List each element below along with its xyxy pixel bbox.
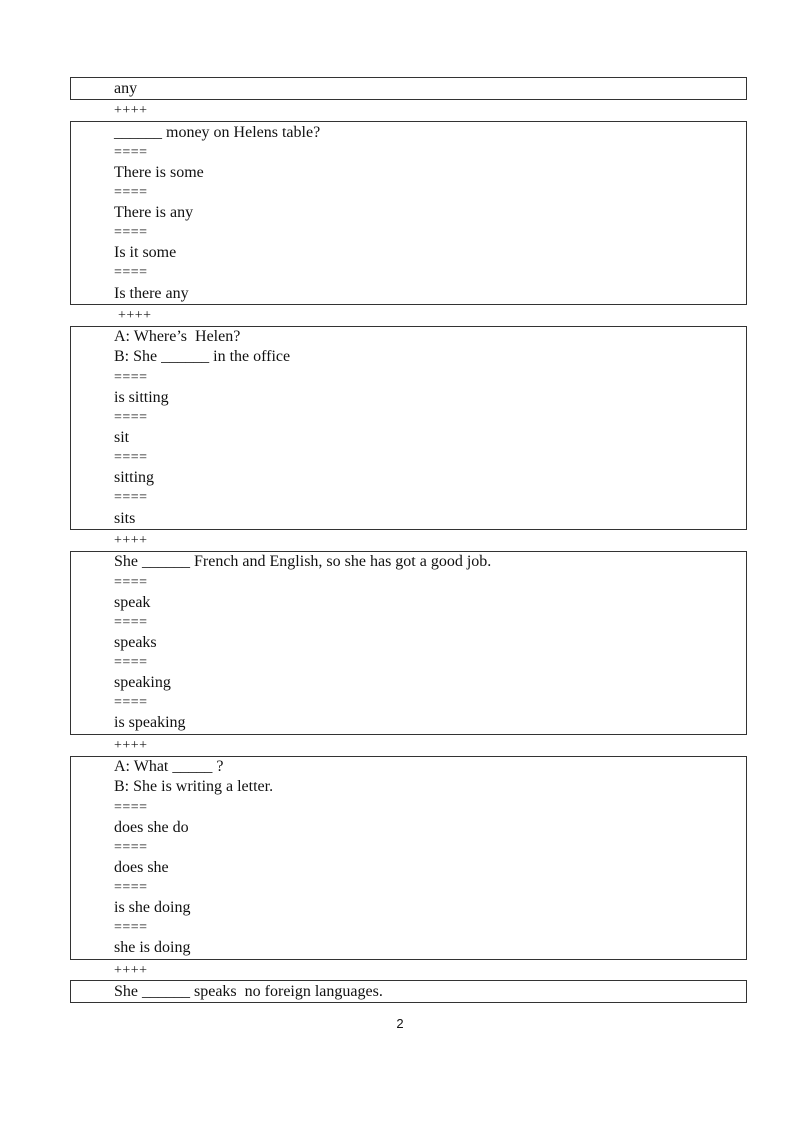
option-text: she is doing bbox=[114, 939, 191, 956]
question-separator: ++++ bbox=[114, 533, 148, 548]
option-separator: ==== bbox=[114, 655, 148, 670]
question-separator: ++++ bbox=[114, 738, 148, 753]
question-separator: ++++ bbox=[114, 103, 148, 118]
option-separator: ==== bbox=[114, 615, 148, 630]
option-separator: ==== bbox=[114, 490, 148, 505]
option-separator: ==== bbox=[114, 225, 148, 240]
option-separator: ==== bbox=[114, 880, 148, 895]
question-stem: B: She is writing a letter. bbox=[114, 778, 274, 795]
question-stem: A: What _____ ? bbox=[114, 758, 224, 775]
question-stem: A: Where’s Helen? bbox=[114, 328, 241, 345]
option-separator: ==== bbox=[114, 840, 148, 855]
option-text: is she doing bbox=[114, 899, 191, 916]
option-text: Is there any bbox=[114, 285, 189, 302]
option-text: There is any bbox=[114, 204, 194, 221]
option-text: sitting bbox=[114, 469, 155, 486]
option-separator: ==== bbox=[114, 450, 148, 465]
option-text: sit bbox=[114, 429, 130, 446]
option-text: speak bbox=[114, 594, 151, 611]
question-stem: B: She ______ in the office bbox=[114, 348, 291, 365]
question-stem: She ______ speaks no foreign languages. bbox=[114, 983, 383, 1000]
option-text: Is it some bbox=[114, 244, 177, 261]
option-separator: ==== bbox=[114, 575, 148, 590]
question-separator: ++++ bbox=[114, 963, 148, 978]
question-stem: ______ money on Helens table? bbox=[114, 124, 321, 141]
option-text: speaks bbox=[114, 634, 157, 651]
question-box-0 bbox=[70, 77, 747, 100]
question-separator: ++++ bbox=[118, 308, 152, 323]
option-text: There is some bbox=[114, 164, 204, 181]
option-separator: ==== bbox=[114, 145, 148, 160]
option-separator: ==== bbox=[114, 695, 148, 710]
option-text: is speaking bbox=[114, 714, 186, 731]
question-stem: She ______ French and English, so she has got a good job. bbox=[114, 553, 492, 570]
option-text: speaking bbox=[114, 674, 171, 691]
option-separator: ==== bbox=[114, 920, 148, 935]
question-box-3 bbox=[70, 551, 747, 735]
option-separator: ==== bbox=[114, 800, 148, 815]
option-separator: ==== bbox=[114, 185, 148, 200]
option-text: any bbox=[114, 80, 138, 97]
option-text: is sitting bbox=[114, 389, 169, 406]
option-text: does she bbox=[114, 859, 169, 876]
option-text: does she do bbox=[114, 819, 189, 836]
option-separator: ==== bbox=[114, 370, 148, 385]
option-separator: ==== bbox=[114, 410, 148, 425]
page-number: 2 bbox=[396, 1016, 404, 1031]
option-text: sits bbox=[114, 510, 136, 527]
option-separator: ==== bbox=[114, 265, 148, 280]
